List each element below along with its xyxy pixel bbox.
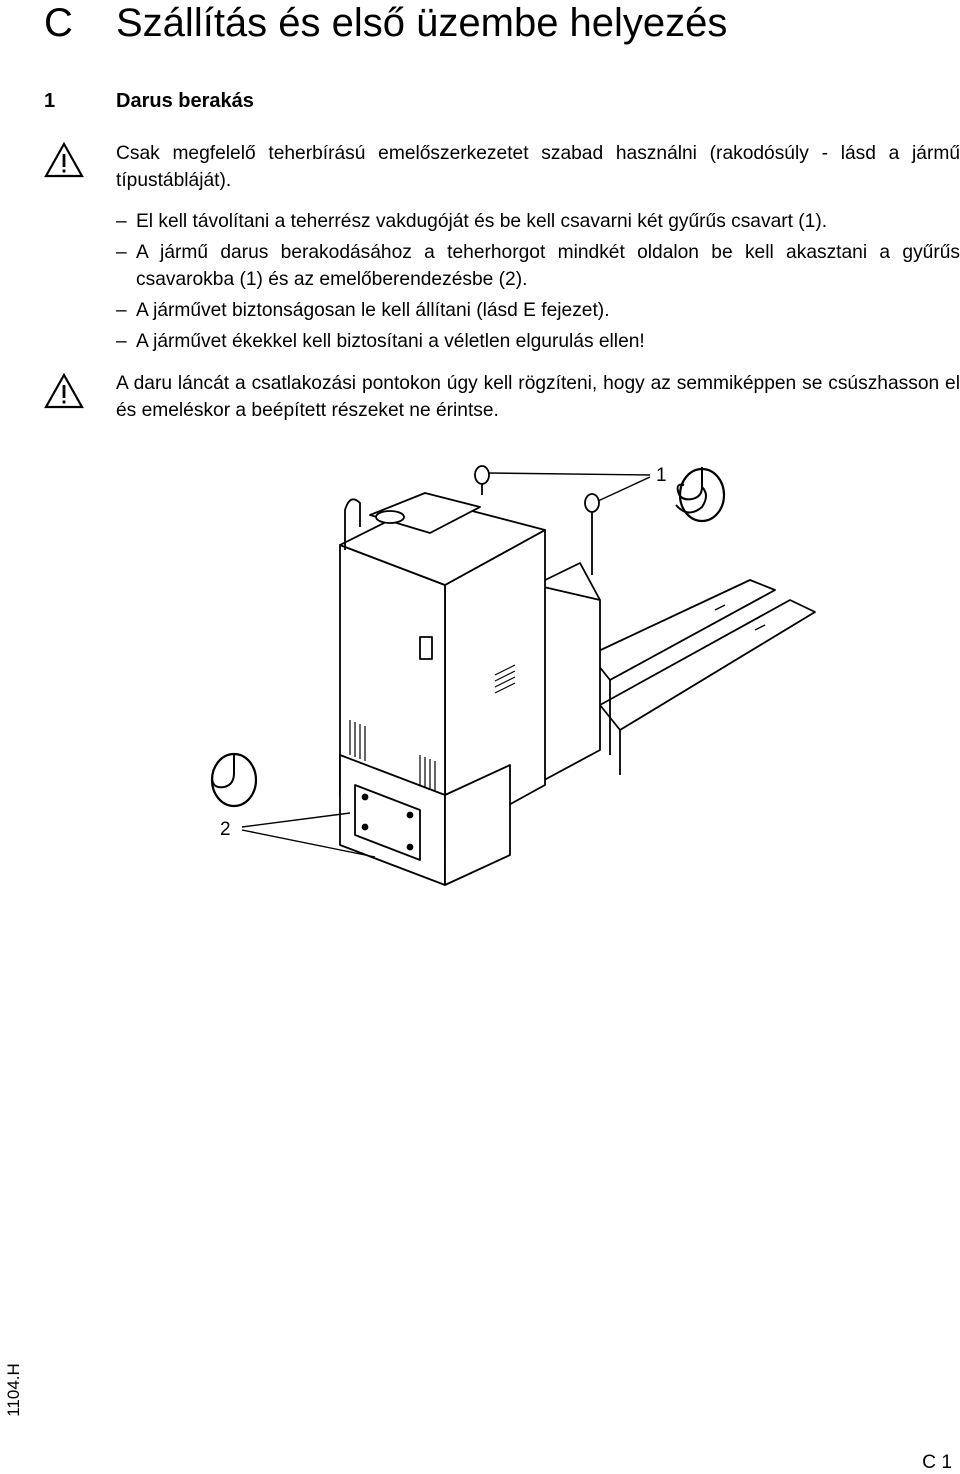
- list-item: [116, 208, 960, 235]
- step-text-4: A járművet ékekkel kell biztosítani a véletlen elgurulás ellen!: [136, 331, 645, 352]
- warning-text-2: A daru láncát a csatlakozási pontokon úgy kell rögzíteni, hogy az semmiképpen se csúszhasson el és emeléskor a beépített részeket ne érintse.: [116, 373, 960, 421]
- pallet-truck-illustration: [180, 455, 840, 915]
- list-item: [116, 239, 960, 293]
- step-text-3: A járművet biztonságosan le kell állítani (lásd E fejezet).: [136, 300, 610, 321]
- dash-bullet: –: [116, 211, 127, 232]
- callout-2: 2: [220, 819, 231, 840]
- dash-bullet: –: [116, 331, 127, 352]
- dash-bullet: –: [116, 242, 127, 263]
- key-slot: [420, 637, 432, 659]
- section-title: Darus berakás: [116, 90, 254, 112]
- warning-triangle-icon: [44, 373, 84, 409]
- dash-bullet: –: [116, 300, 127, 321]
- page-number: C 1: [922, 1452, 952, 1473]
- callout-1: 1: [656, 465, 667, 486]
- warning-triangle-icon: [44, 142, 84, 178]
- step-text-2: A jármű darus berakodásához a teherhorgot mindkét oldalon be kell akasztani a gyűrűs csavarokba (1) és az emelőberendezésbe (2).: [136, 242, 960, 290]
- forks: [590, 580, 815, 775]
- chapter-title: Szállítás és első üzembe helyezés: [116, 1, 728, 45]
- list-item: [116, 297, 960, 324]
- warning-text-1: Csak megfelelő teherbírású emelőszerkezetet szabad használni (rakodósúly - lásd a jármű típustábláját).: [116, 143, 960, 191]
- step-text-1: El kell távolítani a teherrész vakdugóját és be kell csavarni két gyűrűs csavart (1).: [136, 211, 828, 232]
- section-number: 1: [44, 90, 56, 112]
- chapter-letter: C: [44, 1, 73, 45]
- document-code: 1104.H: [4, 1363, 23, 1417]
- list-item: [116, 328, 960, 355]
- step-list: [116, 208, 960, 359]
